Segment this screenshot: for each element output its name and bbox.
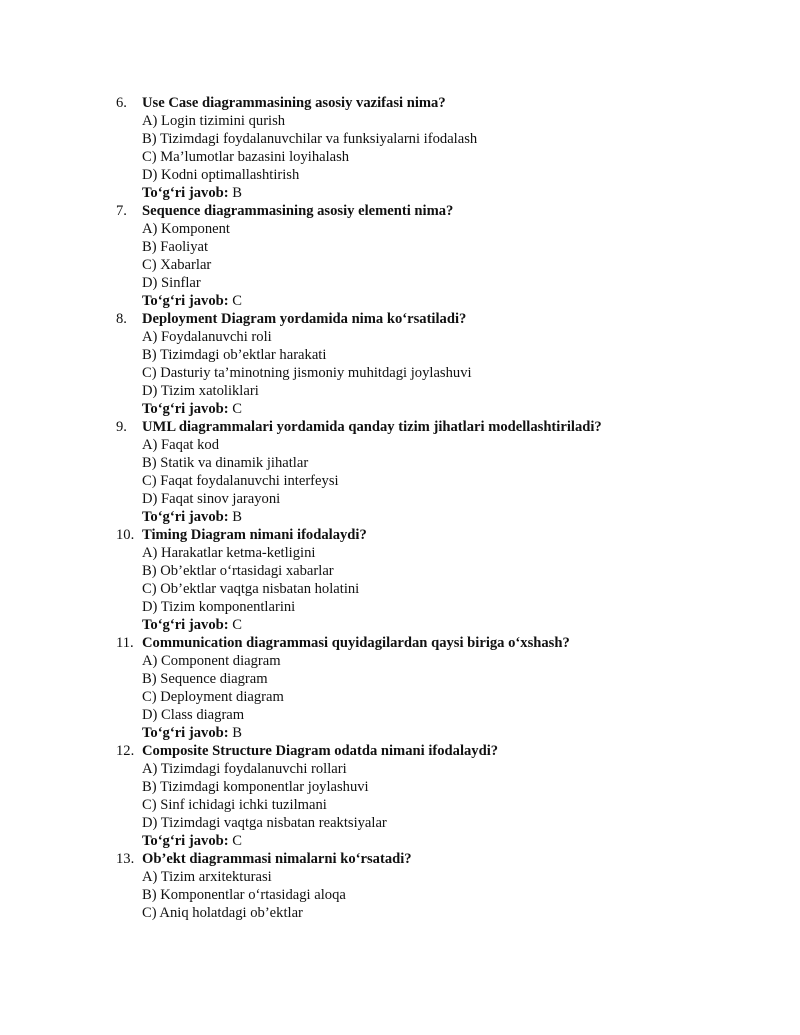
question-block — [0, 94, 800, 202]
correct-answer-value: B — [228, 725, 243, 741]
correct-answer-label: To‘g‘ri javob: — [142, 185, 229, 201]
question-text: Ob’ekt diagrammasi nimalarni ko‘rsatadi? — [142, 851, 412, 867]
answer-option: B) Ob’ektlar o‘rtasidagi xabarlar — [142, 563, 334, 579]
answer-option: D) Tizimdagi vaqtga nisbatan reaktsiyalar — [142, 815, 387, 831]
answer-option: B) Faoliyat — [142, 239, 209, 255]
answer-option: A) Login tizimini qurish — [142, 113, 286, 129]
answer-option: B) Tizimdagi foydalanuvchilar va funksiyalarni ifodalash — [142, 131, 478, 147]
correct-answer-value: C — [228, 293, 243, 309]
question-heading — [0, 202, 800, 220]
question-text: Sequence diagrammasining asosiy elementi nima? — [142, 203, 454, 219]
question-number: 7. — [116, 203, 127, 219]
correct-answer — [0, 292, 800, 310]
correct-answer — [0, 400, 800, 418]
question-block — [0, 310, 800, 418]
answer-option: C) Deployment diagram — [142, 689, 284, 705]
question-text: Composite Structure Diagram odatda nimani ifodalaydi? — [142, 743, 499, 759]
question-heading — [0, 742, 800, 760]
question-block — [0, 850, 800, 922]
question-block — [0, 418, 800, 526]
answer-option: A) Harakatlar ketma-ketligini — [142, 545, 316, 561]
correct-answer-label: To‘g‘ri javob: — [142, 725, 229, 741]
correct-answer-label: To‘g‘ri javob: — [142, 617, 229, 633]
answer-option: A) Foydalanuvchi roli — [142, 329, 272, 345]
correct-answer-value: B — [228, 185, 243, 201]
answer-option: C) Aniq holatdagi ob’ektlar — [142, 905, 303, 921]
correct-answer-label: To‘g‘ri javob: — [142, 833, 229, 849]
answer-option: C) Ma’lumotlar bazasini loyihalash — [142, 149, 350, 165]
question-heading — [0, 634, 800, 652]
answer-option: C) Dasturiy ta’minotning jismoniy muhitdagi joylashuvi — [142, 365, 472, 381]
answer-option: C) Ob’ektlar vaqtga nisbatan holatini — [142, 581, 360, 597]
correct-answer — [0, 616, 800, 634]
question-text: Communication diagrammasi quyidagilardan qaysi biriga o‘xshash? — [142, 635, 570, 651]
question-heading — [0, 310, 800, 328]
answer-option: B) Statik va dinamik jihatlar — [142, 455, 309, 471]
answer-option: D) Tizim komponentlarini — [142, 599, 296, 615]
answer-option: D) Faqat sinov jarayoni — [142, 491, 281, 507]
question-heading — [0, 418, 800, 436]
correct-answer-label: To‘g‘ri javob: — [142, 509, 229, 525]
question-block — [0, 202, 800, 310]
answer-option: A) Komponent — [142, 221, 230, 237]
answer-option: A) Component diagram — [142, 653, 281, 669]
answer-option: C) Xabarlar — [142, 257, 212, 273]
correct-answer-label: To‘g‘ri javob: — [142, 293, 229, 309]
answer-option: C) Faqat foydalanuvchi interfeysi — [142, 473, 339, 489]
answer-option: B) Komponentlar o‘rtasidagi aloqa — [142, 887, 346, 903]
question-number: 6. — [116, 95, 127, 111]
answer-option: A) Tizimdagi foydalanuvchi rollari — [142, 761, 347, 777]
document-page — [0, 94, 800, 922]
question-text: UML diagrammalari yordamida qanday tizim jihatlari modellashtiriladi? — [142, 419, 602, 435]
answer-option: D) Tizim xatoliklari — [142, 383, 259, 399]
correct-answer-value: B — [228, 509, 243, 525]
correct-answer-label: To‘g‘ri javob: — [142, 401, 229, 417]
correct-answer-value: C — [228, 833, 243, 849]
correct-answer-value: C — [228, 617, 243, 633]
question-text: Deployment Diagram yordamida nima ko‘rsatiladi? — [142, 311, 467, 327]
correct-answer-value: C — [228, 401, 243, 417]
answer-option: D) Kodni optimallashtirish — [142, 167, 300, 183]
question-number: 13. — [116, 851, 135, 867]
question-number: 8. — [116, 311, 127, 327]
question-block — [0, 526, 800, 634]
answer-option: D) Sinflar — [142, 275, 201, 291]
question-heading — [0, 526, 800, 544]
correct-answer — [0, 508, 800, 526]
answer-option: B) Tizimdagi ob’ektlar harakati — [142, 347, 327, 363]
correct-answer — [0, 724, 800, 742]
question-number: 12. — [116, 743, 135, 759]
question-block — [0, 742, 800, 850]
answer-option: A) Faqat kod — [142, 437, 220, 453]
answer-option: B) Tizimdagi komponentlar joylashuvi — [142, 779, 369, 795]
question-number: 11. — [116, 635, 134, 651]
question-block — [0, 634, 800, 742]
correct-answer — [0, 184, 800, 202]
question-text: Use Case diagrammasining asosiy vazifasi nima? — [142, 95, 446, 111]
correct-answer — [0, 832, 800, 850]
answer-option: C) Sinf ichidagi ichki tuzilmani — [142, 797, 327, 813]
answer-option: A) Tizim arxitekturasi — [142, 869, 272, 885]
answer-option: D) Class diagram — [142, 707, 245, 723]
answer-option: B) Sequence diagram — [142, 671, 268, 687]
question-heading — [0, 850, 800, 868]
question-number: 10. — [116, 527, 135, 543]
question-heading — [0, 94, 800, 112]
question-number: 9. — [116, 419, 127, 435]
question-text: Timing Diagram nimani ifodalaydi? — [142, 527, 367, 543]
